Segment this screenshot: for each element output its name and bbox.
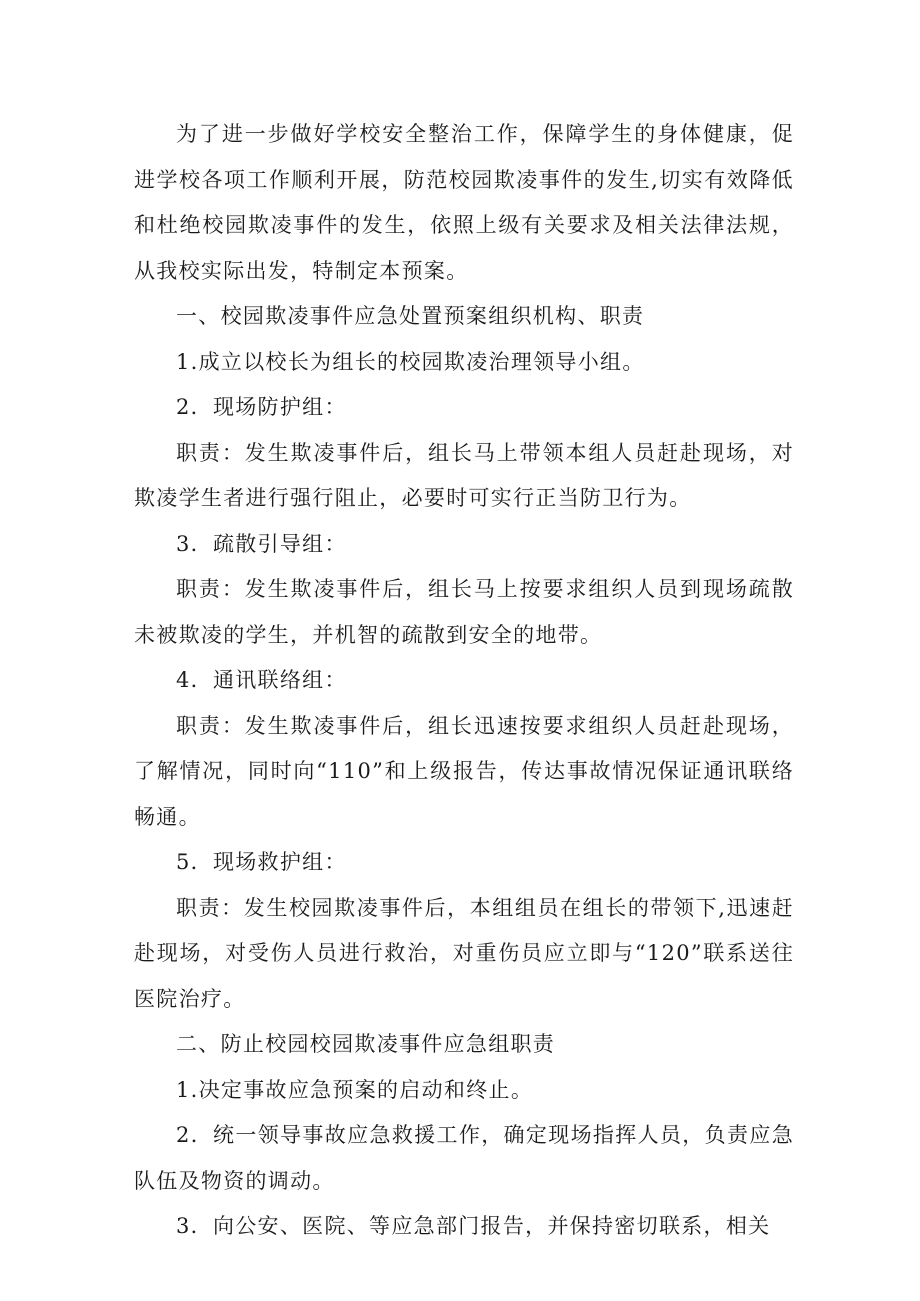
list-item: 3．向公安、医院、等应急部门报告，并保持密切联系，相关	[176, 1214, 771, 1238]
list-item: 2．统一领导事故应急救援工作，确定现场指挥人员，负责应急队伍及物资的调动。	[134, 1123, 794, 1193]
section-heading-1: 一、校园欺凌事件应急处置预案组织机构、职责	[176, 304, 645, 328]
intro-paragraph: 为了进一步做好学校安全整治工作，保障学生的身体健康，促进学校各项工作顺利开展，防范校园欺凌事件的发生,切实有效降低和杜绝校园欺凌事件的发生，依照上级有关要求及相关法律法规，从我校实际出发，特制定本预案。	[134, 122, 794, 283]
list-item: 2．现场防护组：	[176, 395, 347, 419]
list-item: 1.决定事故应急预案的启动和终止。	[176, 1077, 534, 1102]
duty-paragraph: 职责：发生欺凌事件后，组长马上按要求组织人员到现场疏散未被欺凌的学生，并机智的疏散到安全的地带。	[134, 577, 794, 647]
list-item: 5．现场救护组：	[176, 850, 347, 874]
duty-paragraph: 职责：发生欺凌事件后，组长马上带领本组人员赶赴现场，对欺凌学生者进行强行阻止，必要时可实行正当防卫行为。	[134, 440, 794, 510]
list-item: 1.成立以校长为组长的校园欺凌治理领导小组。	[176, 349, 645, 374]
duty-paragraph: 职责：发生欺凌事件后，组长迅速按要求组织人员赶赴现场，了解情况，同时向“110”和上级报告，传达事故情况保证通讯联络畅通。	[134, 713, 794, 829]
list-item: 4．通讯联络组：	[176, 668, 347, 692]
duty-paragraph: 职责：发生校园欺凌事件后，本组组员在组长的带领下,迅速赶赴现场，对受伤人员进行救治，对重伤员应立即与“120”联系送往医院治疗。	[134, 895, 794, 1011]
list-item: 3．疏散引导组：	[176, 531, 347, 556]
document-body	[134, 112, 794, 1250]
section-heading-2: 二、防止校园校园欺凌事件应急组职责	[176, 1032, 556, 1056]
